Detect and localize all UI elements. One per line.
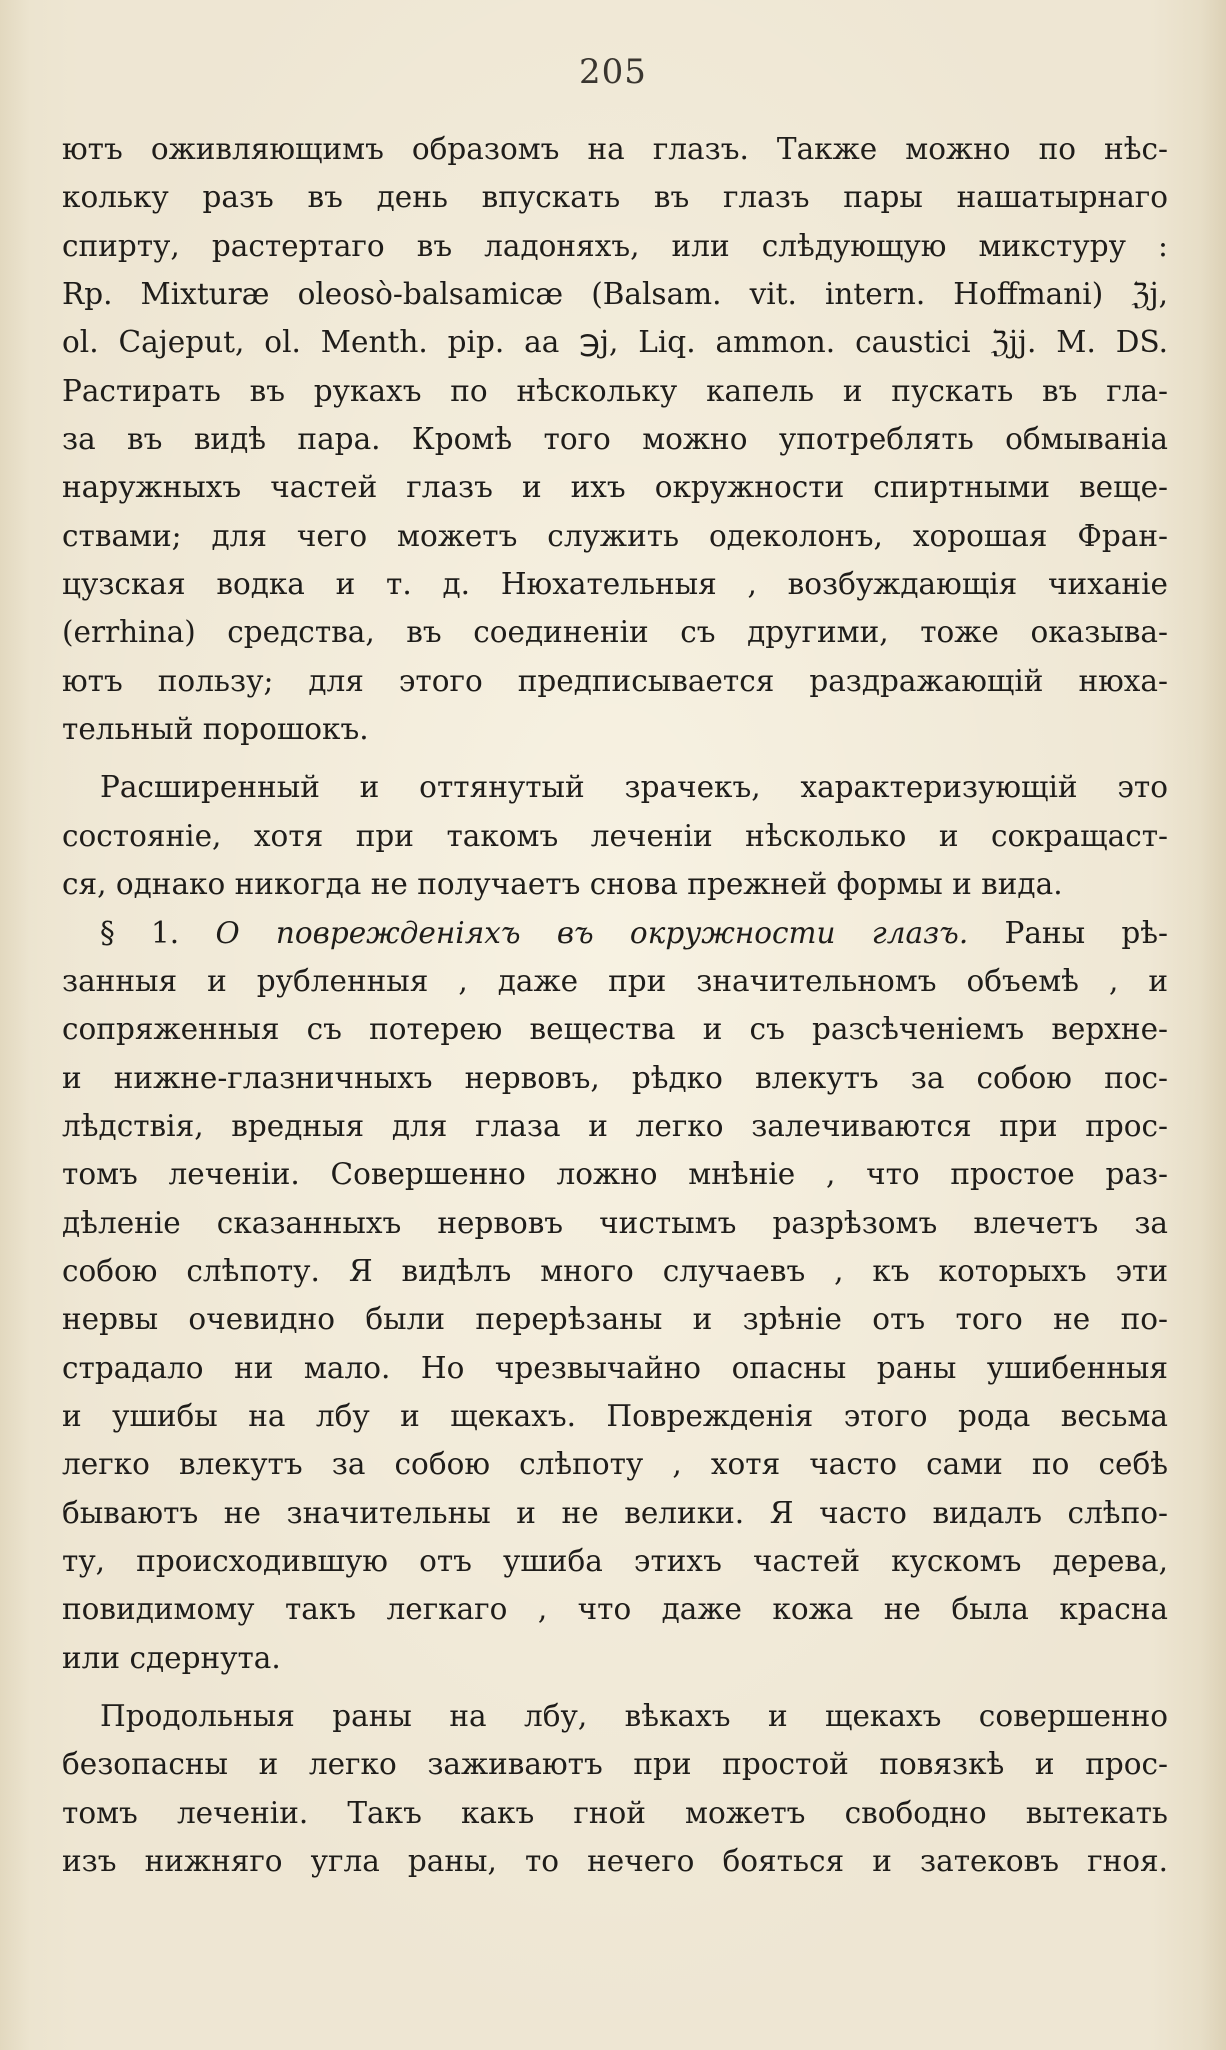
text-line: занныя и рубленныя , даже при значительномъ объемѣ , и <box>62 963 1168 998</box>
text-line: страдало ни мало. Но чрезвычайно опасны раны ушибенныя <box>62 1350 1168 1385</box>
text-line: томъ леченіи. Совершенно ложно мнѣніе , что простое раз- <box>62 1157 1168 1192</box>
text-line: ся, однако никогда не получаетъ снова прежней формы и вида. <box>62 867 1063 902</box>
paragraph <box>62 1692 1168 1885</box>
text-line: наружныхъ частей глазъ и ихъ окружности спиртными веще- <box>62 470 1168 505</box>
text-line: сопряженныя съ потерею вещества и съ разсѣченіемъ верхне- <box>62 1012 1168 1047</box>
text-line: кольку разъ въ день впускать въ глазъ пары нашатырнаго <box>62 180 1168 215</box>
text-line: Продольныя раны на лбу, вѣкахъ и щекахъ совершенно <box>100 1699 1168 1733</box>
text-line: тельный порошокъ. <box>62 712 369 747</box>
text-line: и ушибы на лбу и щекахъ. Поврежденія этого рода весьма <box>62 1398 1168 1433</box>
text-line: дѣленіе сказанныхъ нервовъ чистымъ разрѣзомъ влечетъ за <box>62 1205 1168 1240</box>
text-line: изъ нижняго угла раны, то нечего бояться и затековъ гноя. <box>62 1844 1168 1879</box>
text-line: легко влекутъ за собою слѣпоту , хотя часто сами по себѣ <box>62 1447 1168 1482</box>
section-heading-line <box>62 909 1168 957</box>
text-line: нервы очевидно были перерѣзаны и зрѣніе отъ того не по- <box>62 1302 1168 1337</box>
text-line: ютъ пользу; для этого предписывается раздражающій нюха- <box>62 663 1168 698</box>
paragraph <box>62 125 1168 753</box>
text-line: ol. Cajeput, ol. Menth. pip. aa ℈j, Liq. ammon. caustici ℨjj. M. DS. <box>62 325 1168 360</box>
section-paragraph <box>62 909 1168 1683</box>
text-line: ствами; для чего можетъ служить одеколонъ, хорошая Фран- <box>62 518 1168 553</box>
text-line: спирту, растертаго въ ладоняхъ, или слѣдующую микстуру : <box>62 228 1168 263</box>
text-line: (errhina) средства, въ соединеніи съ другими, тоже оказыва- <box>62 615 1168 650</box>
section-title: О поврежденіяхъ въ окружности глазъ. <box>215 915 969 950</box>
section-first-line-rest: Раны рѣ- <box>1004 915 1168 950</box>
text-line: томъ леченіи. Такъ какъ гной можетъ свободно вытекать <box>62 1795 1168 1830</box>
text-line: ту, происходившую отъ ушиба этихъ частей кускомъ дерева, <box>62 1543 1168 1578</box>
text-line: ютъ оживляющимъ образомъ на глазъ. Также можно по нѣс- <box>62 132 1168 166</box>
text-line: Rp. Mixturæ oleosò-balsamicæ (Balsam. vit. intern. Hoffmani) ℨj, <box>62 277 1168 312</box>
text-line: состояніе, хотя при такомъ леченіи нѣсколько и сокращаст- <box>62 818 1168 853</box>
paragraph-gap <box>62 1682 1168 1692</box>
text-line: за въ видѣ пара. Кромѣ того можно употреблять обмываніа <box>62 422 1168 457</box>
text-line: безопасны и легко заживаютъ при простой повязкѣ и прос- <box>62 1747 1168 1782</box>
page-number: 205 <box>579 52 647 92</box>
paragraph-gap <box>62 753 1168 763</box>
text-line: собою слѣпоту. Я видѣлъ много случаевъ , къ которыхъ эти <box>62 1253 1168 1288</box>
text-line: повидимому такъ легкаго , что даже кожа не была красна <box>62 1592 1168 1627</box>
body-text <box>62 125 1168 1885</box>
text-line: Расширенный и оттянутый зрачекъ, характеризующій это <box>100 770 1168 805</box>
text-line: или сдернута. <box>62 1640 281 1675</box>
text-line: Растирать въ рукахъ по нѣскольку капель и пускать въ гла- <box>62 373 1168 408</box>
text-line: лѣдствія, вредныя для глаза и легко залечиваются при прос- <box>62 1108 1168 1143</box>
text-line: цузская водка и т. д. Нюхательныя , возбуждающія чиханіе <box>62 567 1168 602</box>
section-mark: § 1. <box>100 915 180 950</box>
text-line: бываютъ не значительны и не велики. Я часто видалъ слѣпо- <box>62 1495 1168 1530</box>
text-line: и нижне-глазничныхъ нервовъ, рѣдко влекутъ за собою пос- <box>62 1060 1168 1095</box>
paragraph <box>62 763 1168 908</box>
